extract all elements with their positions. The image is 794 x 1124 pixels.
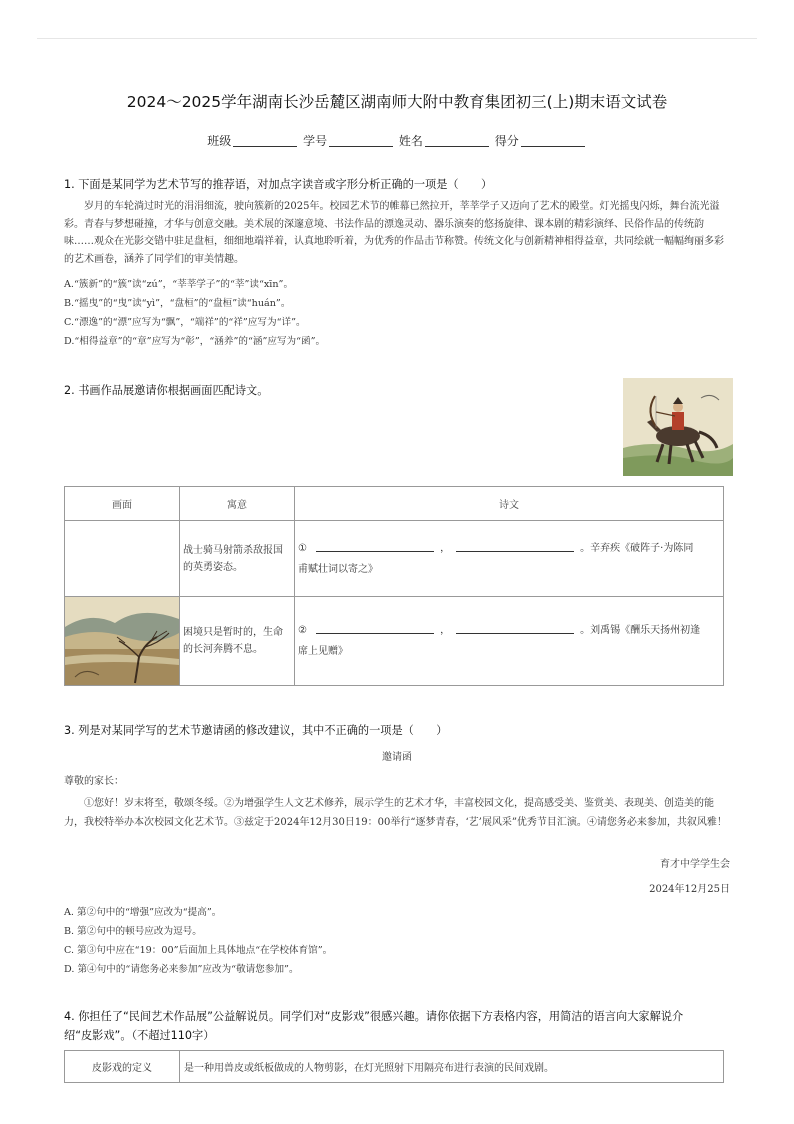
header-divider — [37, 38, 757, 39]
question-1-passage: 岁月的车轮淌过时光的涓涓细流，驶向簇新的2025年。校园艺术节的帷幕已然拉开，莘莘学子又迈向了艺术的殿堂。灯光摇曳闪烁，舞台流光溢彩。青春与梦想碰撞，才华与创意交融。美术展的深邃意境、书法作品的漂逸灵动、器乐演奏的悠扬旋律、课本剧的精彩演绎、民俗作品的传统韵味……观众在光影交错中驻足盘桓，细细地端祥着，认真地聆听着，为优秀的作品击节称赞。传统文化与创新精神相得益章，共同绘就一幅幅绚丽多彩的艺术画卷，涵养了同学们的审美情趣。 — [64, 201, 724, 265]
landscape-painting — [65, 597, 179, 685]
question-1-option-b[interactable]: B.“摇曳”的“曳”读“yì”，“盘桓”的“盘桓”读“huán”。 — [64, 298, 291, 309]
meaning-cell: 困境只是暂时的，生命的长河奔腾不息。 — [180, 597, 295, 686]
question-1-stem: 1. 下面是某同学为艺术节写的推荐语，对加点字读音或字形分析正确的一项是（ ） — [64, 178, 493, 191]
table-row — [65, 521, 724, 597]
poem-cell — [295, 597, 724, 686]
letter-signature: 育才中学学生会 — [660, 859, 730, 870]
question-1-option-c[interactable]: C.“漂逸”的“漂”应写为“飘”，“端祥”的“祥”应写为“详”。 — [64, 317, 306, 328]
question-2-stem: 2. 书画作品展邀请你根据画面匹配诗文。 — [64, 384, 269, 397]
letter-body: ①您好！岁末将至，敬颂冬绥。②为增强学生人文艺术修养，展示学生的艺术才华，丰富校园文化，提高感受美、鉴赏美、表现美、创造美的能力，我校特举办本次校园文化艺术节。③兹定于2024年12月30日19：00举行“逐梦青春，‘艺’展风采”优秀节目汇演。④请您务必来参加，共叙风雅！ — [64, 798, 727, 828]
poem-source-line-1: 。辛弃疾《破阵子·为陈同 — [580, 542, 694, 554]
column-header-picture: 画面 — [65, 487, 180, 521]
question-3-stem: 3. 列是对某同学写的艺术节邀请函的修改建议，其中不正确的一项是（ ） — [64, 724, 448, 737]
student-info-line — [0, 132, 794, 149]
answer-blank-1b[interactable] — [456, 540, 574, 552]
table-row — [65, 597, 724, 686]
question-3-option-c[interactable]: C. 第③句中应在“19：00”后面加上具体地点“在学校体育馆”。 — [64, 945, 333, 956]
comma: ， — [440, 542, 451, 554]
poem-source-line-2: 甫赋壮词以寄之》 — [298, 563, 378, 575]
comma: ， — [440, 625, 451, 636]
letter-title: 邀请函 — [382, 752, 412, 763]
question-4-stem-line-2: 绍“皮影戏”。（不超过110字） — [64, 1029, 215, 1042]
letter-greeting: 尊敬的家长： — [64, 776, 124, 787]
meaning-cell: 战士骑马射箭杀敌报国的英勇姿态。 — [180, 521, 295, 597]
name-field[interactable] — [425, 136, 489, 147]
blank-number: ② — [298, 625, 307, 636]
picture-cell-empty — [65, 521, 180, 597]
shadow-play-table — [64, 1050, 724, 1083]
question-3-option-d[interactable]: D. 第④句中的“请您务必来参加”应改为“敬请您参加”。 — [64, 964, 299, 975]
horse-archer-painting — [623, 378, 733, 476]
answer-blank-1a[interactable] — [316, 540, 434, 552]
poem-matching-table — [64, 486, 724, 686]
name-label: 姓名 — [398, 134, 423, 148]
question-1-option-a[interactable]: A.“簇新”的“簇”读“zú”，“莘莘学子”的“莘”读“xīn”。 — [64, 279, 294, 290]
id-label: 学号 — [303, 134, 328, 148]
definition-label: 皮影戏的定义 — [65, 1051, 180, 1083]
score-field[interactable] — [521, 136, 585, 147]
score-label: 得分 — [494, 134, 519, 148]
answer-blank-2a[interactable] — [316, 622, 434, 634]
question-3-option-a[interactable]: A. 第②句中的“增强”应改为“提高”。 — [64, 907, 222, 918]
table-row — [65, 1051, 724, 1083]
picture-cell — [65, 597, 180, 686]
poem-cell — [295, 521, 724, 597]
poem-source-line-2: 席上见赠》 — [298, 646, 348, 657]
class-label: 班级 — [207, 134, 232, 148]
column-header-meaning: 寓意 — [180, 487, 295, 521]
page-title: 2024～2025学年湖南长沙岳麓区湖南师大附中教育集团初三(上)期末语文试卷 — [126, 93, 668, 111]
class-field[interactable] — [233, 136, 297, 147]
blank-number: ① — [298, 542, 307, 554]
question-1-option-d[interactable]: D.“相得益章”的“章”应写为“彰”，“涵养”的“涵”应写为“函”。 — [64, 336, 326, 347]
id-field[interactable] — [329, 136, 393, 147]
question-4-stem-line-1: 4. 你担任了“民间艺术作品展”公益解说员。同学们对“皮影戏”很感兴趣。请你依据下方表格内容，用简洁的语言向大家解说介 — [64, 1010, 684, 1023]
question-3-option-b[interactable]: B. 第②句中的顿号应改为逗号。 — [64, 926, 202, 937]
answer-blank-2b[interactable] — [456, 622, 574, 634]
letter-date: 2024年12月25日 — [649, 884, 730, 895]
definition-value: 是一种用兽皮或纸板做成的人物剪影，在灯光照射下用隔亮布进行表演的民间戏剧。 — [180, 1051, 724, 1083]
column-header-poem: 诗文 — [295, 487, 724, 521]
poem-source-line-1: 。刘禹锡《酬乐天扬州初逢 — [580, 625, 701, 636]
